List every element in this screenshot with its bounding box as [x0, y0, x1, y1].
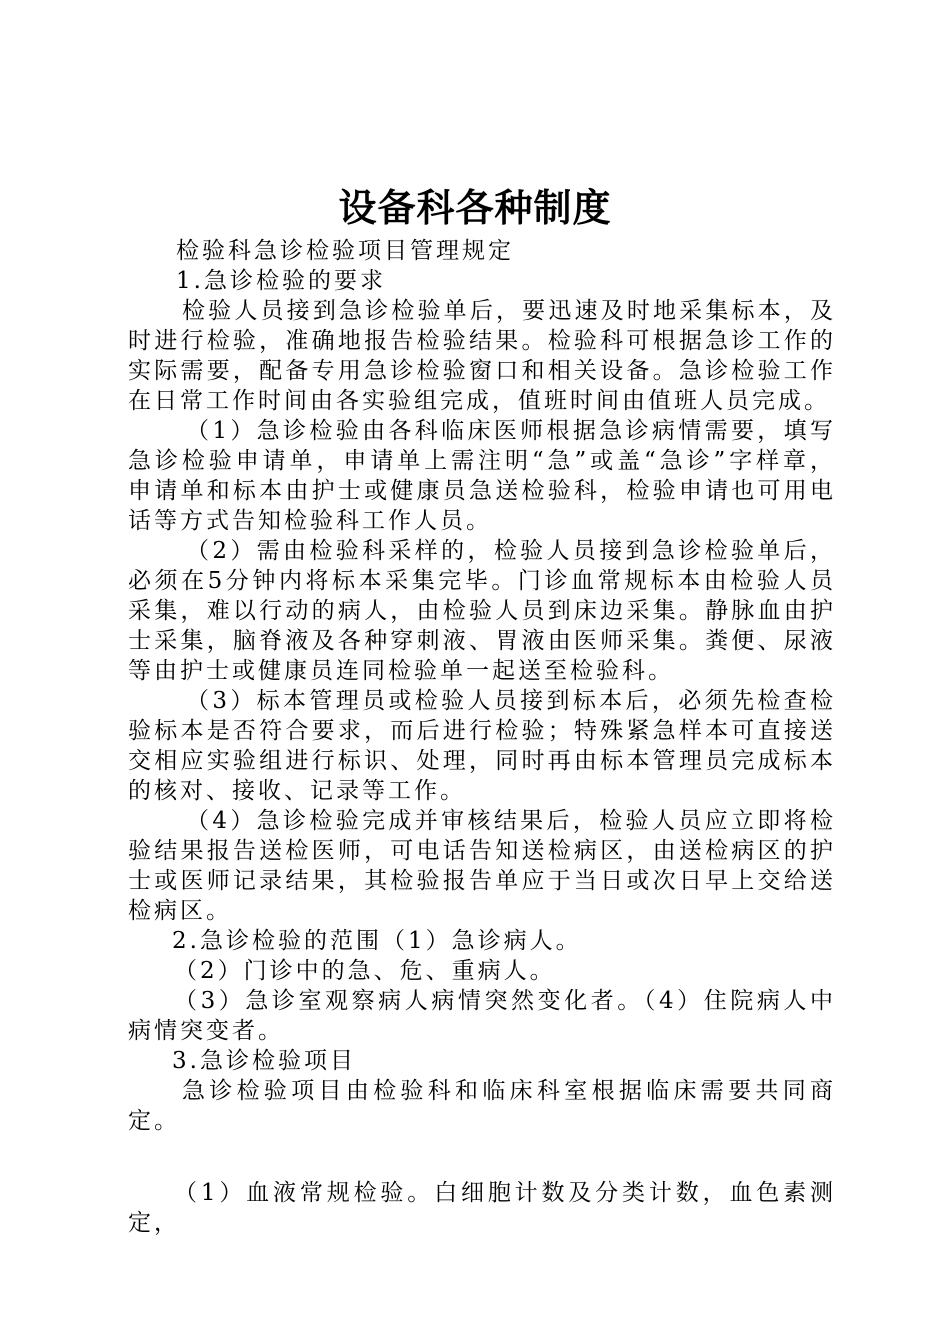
- body-paragraph: 急诊检验项目由检验科和临床科室根据临床需要共同商定。: [128, 1078, 836, 1134]
- section-heading: 1.急诊检验的要求: [176, 268, 386, 294]
- body-paragraph: （1）血液常规检验。白细胞计数及分类计数，血色素测定，: [128, 1180, 836, 1236]
- document-title: 设备科各种制度: [338, 185, 612, 230]
- document-body: [128, 236, 836, 1238]
- section-heading: 2.急诊检验的范围（1）急诊病人。: [172, 928, 582, 954]
- body-paragraph: （4）急诊检验完成并审核结果后，检验人员应立即将检验结果报告送检医师，可电话告知送检病区，由送检病区的护士或医师记录结果，其检验报告单应于当日或次日早上交给送检病区。: [128, 808, 836, 924]
- body-paragraph: （1）急诊检验由各科临床医师根据急诊病情需要，填写急诊检验申请单，申请单上需注明“急”或盖“急诊”字样章，申请单和标本由护士或健康员急送检验科，检验申请也可用电话等方式告知检验科工作人员。: [128, 418, 836, 534]
- body-paragraph: 检验人员接到急诊检验单后，要迅速及时地采集标本，及时进行检验，准确地报告检验结果。检验科可根据急诊工作的实际需要，配备专用急诊检验窗口和相关设备。急诊检验工作在日常工作时间由各实验组完成，值班时间由值班人员完成。: [128, 298, 836, 414]
- body-paragraph: （3）标本管理员或检验人员接到标本后，必须先检查检验标本是否符合要求，而后进行检验；特殊紧急样本可直接送交相应实验组进行标识、处理，同时再由标本管理员完成标本的核对、接收、记录等工作。: [128, 688, 836, 804]
- paragraph-spacer: [128, 1136, 836, 1178]
- body-paragraph: （2）需由检验科采样的，检验人员接到急诊检验单后，必须在5分钟内将标本采集完毕。门诊血常规标本由检验人员采集，难以行动的病人，由检验人员到床边采集。静脉血由护士采集，脑脊液及各种穿刺液、胃液由医师采集。粪便、尿液等由护士或健康员连同检验单一起送至检验科。: [128, 538, 836, 684]
- section-heading: 检验科急诊检验项目管理规定: [176, 238, 514, 264]
- body-paragraph: （3）急诊室观察病人病情突然变化者。（4）住院病人中病情突变者。: [128, 988, 836, 1044]
- body-paragraph: （2）门诊中的急、危、重病人。: [174, 958, 556, 984]
- section-heading: 3.急诊检验项目: [172, 1048, 356, 1074]
